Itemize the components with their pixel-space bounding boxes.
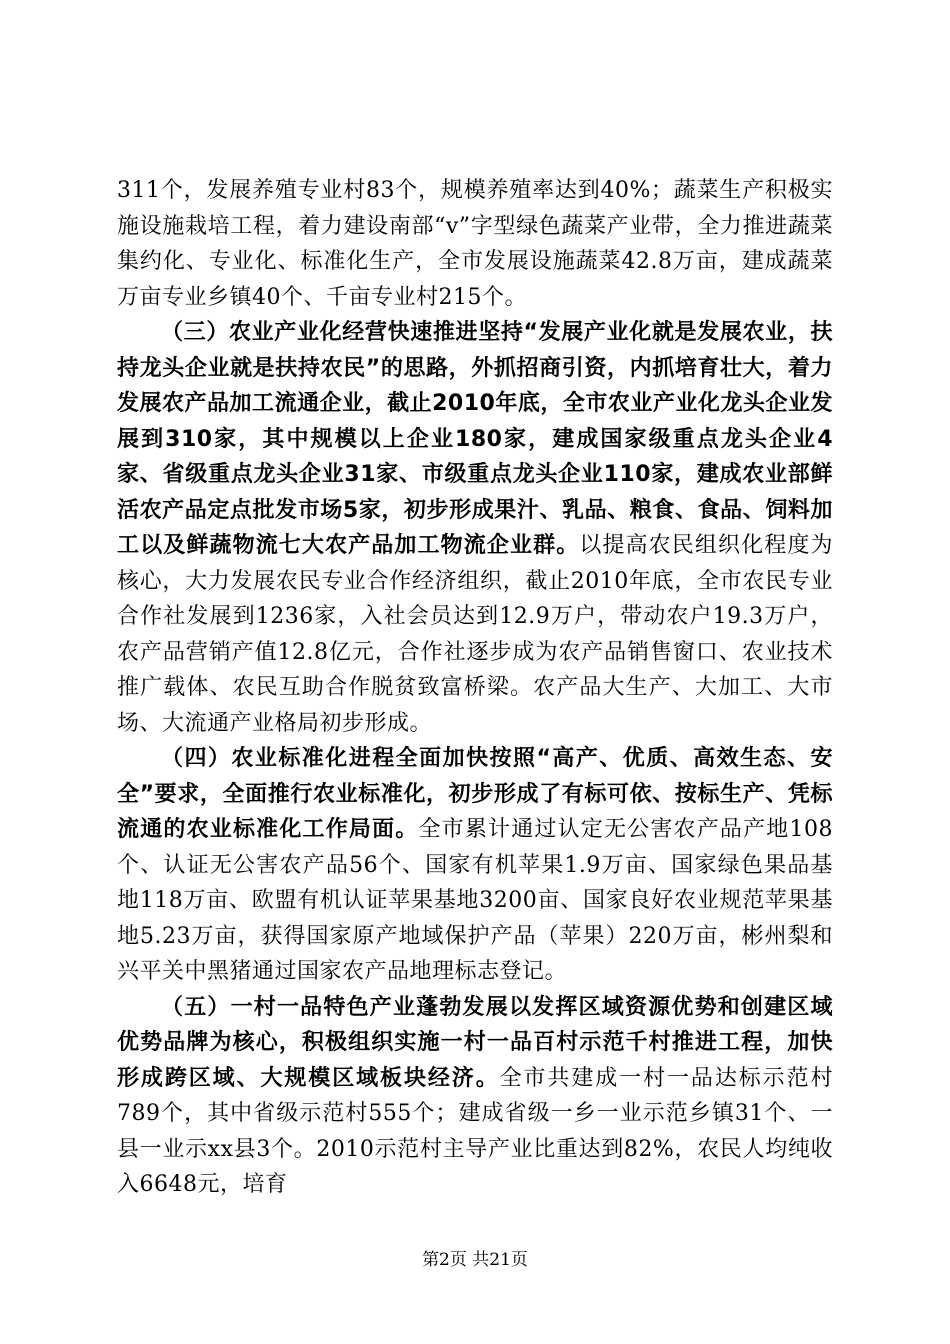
paragraph-1-text: 311个，发展养殖专业村83个，规模养殖率达到40%；蔬菜生产积极实施设施栽培工程，着力建设南部“v”字型绿色蔬菜产业带，全力推进蔬菜集约化、专业化、标准化生产，全市发展设施蔬菜42.8万亩，建成蔬菜万亩专业乡镇40个、千亩专业村215个。 — [117, 178, 833, 310]
page-footer — [0, 1245, 950, 1270]
paragraph-3 — [117, 741, 833, 990]
paragraph-1 — [117, 173, 833, 315]
paragraph-4 — [117, 990, 833, 1203]
paragraph-2-text: 以提高农民组织化程度为核心，大力发展农民专业合作经济组织，截止2010年底，全市农民专业合作社发展到1236家，入社会员达到12.9万户，带动农户19.3万户，农产品营销产值12.8亿元，合作社逐步成为农产品销售窗口、农业技术推广载体、农民互助合作脱贫致富桥梁。农产品大生产、大加工、大市场、大流通产业格局初步形成。 — [117, 533, 833, 736]
page-number-label: 第2页 共21页 — [422, 1250, 528, 1270]
paragraph-2 — [117, 315, 833, 741]
document-body — [117, 173, 833, 1203]
paragraph-4-text: 全市共建成一村一品达标示范村789个，其中省级示范村555个；建成省级一乡一业示范乡镇31个、一县一业示xx县3个。2010示范村主导产业比重达到82%，农民人均纯收入6648元，培育 — [117, 1065, 833, 1197]
paragraph-4-lead: （五）一村一品特色产业蓬勃发展以发挥区域资源优势和创建区域优势品牌为核心，积极组织实施一村一品百村示范千村推进工程，加快形成跨区域、大规模区域板块经济。 — [117, 994, 833, 1091]
paragraph-3-text: 全市累计通过认定无公害农产品产地108个、认证无公害农产品56个、国家有机苹果1.9万亩、国家绿色果品基地118万亩、欧盟有机认证苹果基地3200亩、国家良好农业规范苹果基地5.23万亩，获得国家原产地域保护产品（苹果）220万亩，彬州梨和兴平关中黑猪通过国家农产品地理标志登记。 — [117, 817, 833, 984]
paragraph-3-lead: （四）农业标准化进程全面加快按照“高产、优质、高效生态、安全”要求，全面推行农业标准化，初步形成了有标可依、按标生产、凭标流通的农业标准化工作局面。 — [117, 746, 833, 842]
paragraph-2-lead: （三）农业产业化经营快速推进坚持“发展产业化就是发展农业，扶持龙头企业就是扶持农民”的思路，外抓招商引资，内抓培育壮大，着力发展农产品加工流通企业，截止2010年底，全市农业产业化龙头企业发展到310家，其中规模以上企业180家，建成国家级重点龙头企业4家、省级重点龙头企业31家、市级重点龙头企业110家，建成农业部鲜活农产品定点批发市场5家，初步形成果汁、乳品、粮食、食品、饲料加工以及鲜蔬物流七大农产品加工物流企业群。 — [117, 320, 833, 558]
